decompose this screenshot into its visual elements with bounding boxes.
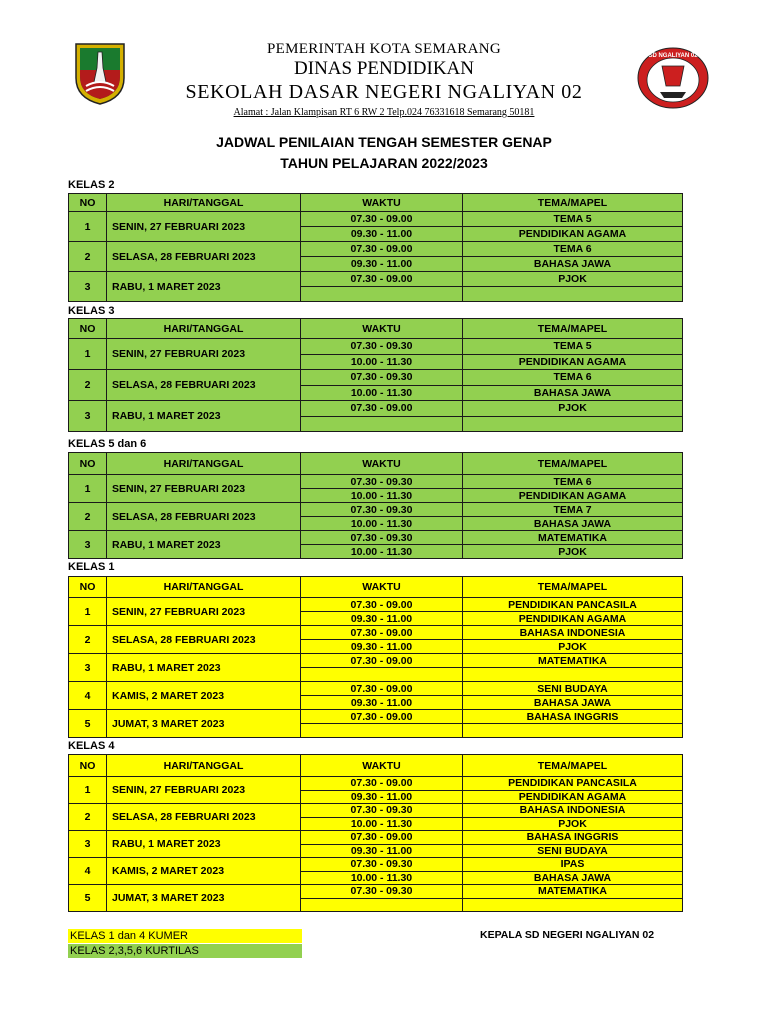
class-label: KELAS 2 xyxy=(68,179,115,191)
subject: BAHASA INDONESIA xyxy=(463,804,683,818)
class-label: KELAS 1 xyxy=(68,561,115,573)
day-date: SELASA, 28 FEBRUARI 2023 xyxy=(107,242,301,272)
col-header-no: NO xyxy=(69,755,107,777)
row-number: 5 xyxy=(69,885,107,912)
table-row xyxy=(69,777,683,791)
time-slot xyxy=(301,287,463,302)
department-name: DINAS PENDIDIKAN xyxy=(294,58,474,79)
col-header-time: WAKTU xyxy=(301,319,463,339)
day-date: SENIN, 27 FEBRUARI 2023 xyxy=(107,339,301,370)
letterhead-text xyxy=(140,40,628,120)
school-logo xyxy=(636,46,710,110)
time-slot: 07.30 - 09.00 xyxy=(301,272,463,287)
subject xyxy=(463,416,683,432)
table-row xyxy=(69,598,683,612)
subject: BAHASA JAWA xyxy=(463,871,683,885)
table-row xyxy=(69,272,683,287)
time-slot: 10.00 - 11.30 xyxy=(301,871,463,885)
subject: PENDIDIKAN AGAMA xyxy=(463,612,683,626)
subject: PENDIDIKAN AGAMA xyxy=(463,354,683,370)
day-date: SELASA, 28 FEBRUARI 2023 xyxy=(107,626,301,654)
subject: BAHASA INGGRIS xyxy=(463,831,683,845)
school-name: SEKOLAH DASAR NEGERI NGALIYAN 02 xyxy=(185,81,583,103)
time-slot xyxy=(301,668,463,682)
row-number: 3 xyxy=(69,654,107,682)
school-address: Alamat : Jalan Klampisan RT 6 RW 2 Telp.024 76331618 Semarang 50181 xyxy=(233,107,535,118)
subject: MATEMATIKA xyxy=(463,531,683,545)
col-header-no: NO xyxy=(69,194,107,212)
schedule-table xyxy=(68,318,683,432)
time-slot: 07.30 - 09.00 xyxy=(301,242,463,257)
subject: PJOK xyxy=(463,401,683,417)
time-slot: 09.30 - 11.00 xyxy=(301,257,463,272)
subject xyxy=(463,287,683,302)
table-row xyxy=(69,831,683,845)
city-emblem-logo xyxy=(72,42,128,106)
table-row xyxy=(69,212,683,227)
day-date: SELASA, 28 FEBRUARI 2023 xyxy=(107,503,301,531)
subject: SENI BUDAYA xyxy=(463,844,683,858)
row-number: 1 xyxy=(69,598,107,626)
header-row xyxy=(69,453,683,475)
subject: IPAS xyxy=(463,858,683,872)
row-number: 1 xyxy=(69,212,107,242)
table-row xyxy=(69,370,683,386)
day-date: RABU, 1 MARET 2023 xyxy=(107,654,301,682)
subject: BAHASA JAWA xyxy=(463,385,683,401)
row-number: 3 xyxy=(69,272,107,302)
subject: BAHASA JAWA xyxy=(463,257,683,272)
subject: PENDIDIKAN AGAMA xyxy=(463,227,683,242)
document-title: JADWAL PENILAIAN TENGAH SEMESTER GENAP xyxy=(216,134,552,150)
subject: PENDIDIKAN PANCASILA xyxy=(463,777,683,791)
col-header-day: HARI/TANGGAL xyxy=(107,577,301,598)
col-header-subject: TEMA/MAPEL xyxy=(463,453,683,475)
row-number: 2 xyxy=(69,804,107,831)
time-slot: 10.00 - 11.30 xyxy=(301,385,463,401)
subject: PJOK xyxy=(463,817,683,831)
table-row xyxy=(69,654,683,668)
day-date: SENIN, 27 FEBRUARI 2023 xyxy=(107,777,301,804)
day-date: KAMIS, 2 MARET 2023 xyxy=(107,682,301,710)
time-slot: 07.30 - 09.00 xyxy=(301,777,463,791)
table-row xyxy=(69,242,683,257)
subject: PJOK xyxy=(463,640,683,654)
time-slot: 10.00 - 11.30 xyxy=(301,354,463,370)
day-date: KAMIS, 2 MARET 2023 xyxy=(107,858,301,885)
table-row xyxy=(69,804,683,818)
time-slot: 07.30 - 09.00 xyxy=(301,626,463,640)
time-slot: 10.00 - 11.30 xyxy=(301,545,463,559)
col-header-day: HARI/TANGGAL xyxy=(107,319,301,339)
legend-kumer: KELAS 1 dan 4 KUMER xyxy=(68,929,302,943)
subject: PENDIDIKAN AGAMA xyxy=(463,790,683,804)
subject: BAHASA INGGRIS xyxy=(463,710,683,724)
row-number: 4 xyxy=(69,682,107,710)
time-slot: 07.30 - 09.30 xyxy=(301,370,463,386)
row-number: 2 xyxy=(69,242,107,272)
schedule-table xyxy=(68,193,683,302)
class-label: KELAS 3 xyxy=(68,305,115,317)
time-slot: 07.30 - 09.30 xyxy=(301,503,463,517)
day-date: RABU, 1 MARET 2023 xyxy=(107,272,301,302)
subject: MATEMATIKA xyxy=(463,885,683,899)
time-slot: 09.30 - 11.00 xyxy=(301,844,463,858)
table-row xyxy=(69,885,683,899)
day-date: SELASA, 28 FEBRUARI 2023 xyxy=(107,804,301,831)
table-row xyxy=(69,682,683,696)
table-row xyxy=(69,475,683,489)
col-header-day: HARI/TANGGAL xyxy=(107,194,301,212)
subject xyxy=(463,898,683,912)
table-row xyxy=(69,531,683,545)
col-header-day: HARI/TANGGAL xyxy=(107,453,301,475)
row-number: 2 xyxy=(69,626,107,654)
table-row xyxy=(69,339,683,355)
time-slot: 09.30 - 11.00 xyxy=(301,227,463,242)
time-slot: 09.30 - 11.00 xyxy=(301,696,463,710)
subject: PENDIDIKAN PANCASILA xyxy=(463,598,683,612)
header-row xyxy=(69,577,683,598)
svg-text:SD NGALIYAN 02: SD NGALIYAN 02 xyxy=(648,53,698,59)
subject: PJOK xyxy=(463,545,683,559)
time-slot: 07.30 - 09.30 xyxy=(301,885,463,899)
col-header-subject: TEMA/MAPEL xyxy=(463,194,683,212)
time-slot xyxy=(301,416,463,432)
time-slot: 09.30 - 11.00 xyxy=(301,790,463,804)
subject: TEMA 7 xyxy=(463,503,683,517)
subject: TEMA 6 xyxy=(463,370,683,386)
subject: TEMA 5 xyxy=(463,212,683,227)
row-number: 2 xyxy=(69,370,107,401)
time-slot: 07.30 - 09.30 xyxy=(301,858,463,872)
header-row xyxy=(69,194,683,212)
day-date: SELASA, 28 FEBRUARI 2023 xyxy=(107,370,301,401)
time-slot: 07.30 - 09.30 xyxy=(301,531,463,545)
schedule-table xyxy=(68,576,683,738)
subject xyxy=(463,668,683,682)
time-slot: 09.30 - 11.00 xyxy=(301,612,463,626)
time-slot: 07.30 - 09.30 xyxy=(301,475,463,489)
time-slot: 07.30 - 09.00 xyxy=(301,831,463,845)
letterhead xyxy=(0,0,768,120)
table-row xyxy=(69,858,683,872)
day-date: SENIN, 27 FEBRUARI 2023 xyxy=(107,598,301,626)
col-header-subject: TEMA/MAPEL xyxy=(463,577,683,598)
subject: SENI BUDAYA xyxy=(463,682,683,696)
table-row xyxy=(69,626,683,640)
subject: TEMA 6 xyxy=(463,475,683,489)
time-slot: 10.00 - 11.30 xyxy=(301,817,463,831)
time-slot: 07.30 - 09.30 xyxy=(301,804,463,818)
col-header-time: WAKTU xyxy=(301,453,463,475)
table-row xyxy=(69,503,683,517)
time-slot: 10.00 - 11.30 xyxy=(301,489,463,503)
class-label: KELAS 5 dan 6 xyxy=(68,438,147,450)
government-name: PEMERINTAH KOTA SEMARANG xyxy=(267,41,501,57)
day-date: JUMAT, 3 MARET 2023 xyxy=(107,885,301,912)
subject: BAHASA INDONESIA xyxy=(463,626,683,640)
row-number: 4 xyxy=(69,858,107,885)
day-date: SENIN, 27 FEBRUARI 2023 xyxy=(107,475,301,503)
header-row xyxy=(69,755,683,777)
row-number: 2 xyxy=(69,503,107,531)
time-slot: 07.30 - 09.00 xyxy=(301,682,463,696)
day-date: RABU, 1 MARET 2023 xyxy=(107,401,301,432)
signer-title: KEPALA SD NEGERI NGALIYAN 02 xyxy=(480,929,655,941)
row-number: 1 xyxy=(69,475,107,503)
col-header-time: WAKTU xyxy=(301,577,463,598)
time-slot: 07.30 - 09.00 xyxy=(301,401,463,417)
subject: TEMA 6 xyxy=(463,242,683,257)
row-number: 3 xyxy=(69,401,107,432)
schedule-table xyxy=(68,452,683,559)
subject: MATEMATIKA xyxy=(463,654,683,668)
col-header-no: NO xyxy=(69,577,107,598)
table-row xyxy=(69,710,683,724)
row-number: 1 xyxy=(69,777,107,804)
time-slot xyxy=(301,898,463,912)
time-slot: 10.00 - 11.30 xyxy=(301,517,463,531)
class-label: KELAS 4 xyxy=(68,740,115,752)
col-header-time: WAKTU xyxy=(301,755,463,777)
time-slot: 07.30 - 09.00 xyxy=(301,212,463,227)
time-slot: 07.30 - 09.00 xyxy=(301,598,463,612)
col-header-time: WAKTU xyxy=(301,194,463,212)
subject: TEMA 5 xyxy=(463,339,683,355)
col-header-subject: TEMA/MAPEL xyxy=(463,319,683,339)
day-date: JUMAT, 3 MARET 2023 xyxy=(107,710,301,738)
day-date: RABU, 1 MARET 2023 xyxy=(107,831,301,858)
time-slot: 07.30 - 09.30 xyxy=(301,339,463,355)
header-row xyxy=(69,319,683,339)
col-header-no: NO xyxy=(69,453,107,475)
subject: BAHASA JAWA xyxy=(463,517,683,531)
day-date: SENIN, 27 FEBRUARI 2023 xyxy=(107,212,301,242)
row-number: 1 xyxy=(69,339,107,370)
row-number: 5 xyxy=(69,710,107,738)
col-header-subject: TEMA/MAPEL xyxy=(463,755,683,777)
subject: PENDIDIKAN AGAMA xyxy=(463,489,683,503)
col-header-day: HARI/TANGGAL xyxy=(107,755,301,777)
day-date: RABU, 1 MARET 2023 xyxy=(107,531,301,559)
legend-kurtilas: KELAS 2,3,5,6 KURTILAS xyxy=(68,944,302,958)
time-slot xyxy=(301,724,463,738)
time-slot: 09.30 - 11.00 xyxy=(301,640,463,654)
subject: BAHASA JAWA xyxy=(463,696,683,710)
subject: PJOK xyxy=(463,272,683,287)
academic-year: TAHUN PELAJARAN 2022/2023 xyxy=(280,155,488,171)
row-number: 3 xyxy=(69,531,107,559)
schedule-table xyxy=(68,754,683,912)
table-row xyxy=(69,401,683,417)
time-slot: 07.30 - 09.00 xyxy=(301,654,463,668)
time-slot: 07.30 - 09.00 xyxy=(301,710,463,724)
col-header-no: NO xyxy=(69,319,107,339)
row-number: 3 xyxy=(69,831,107,858)
subject xyxy=(463,724,683,738)
